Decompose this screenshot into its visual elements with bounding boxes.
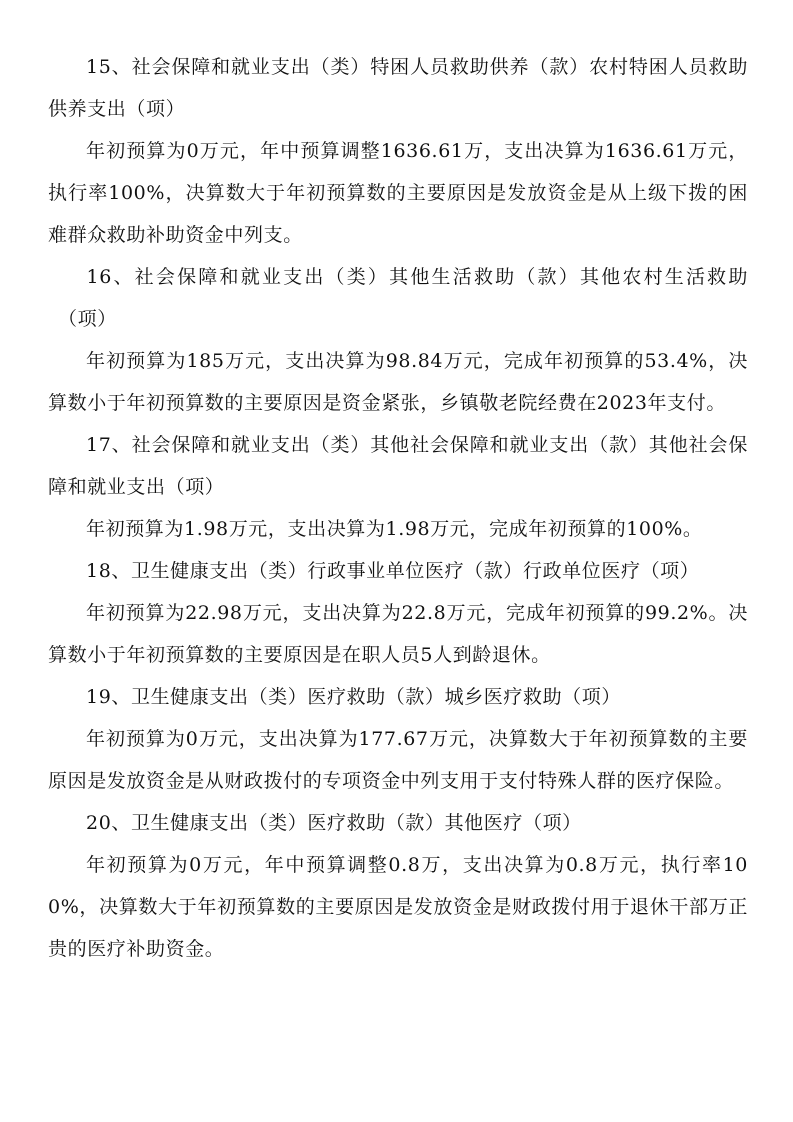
section-20-body: 年初预算为0万元，年中预算调整0.8万，支出决算为0.8万元，执行率100%，决算数大于年初预算数的主要原因是发放资金是财政拨付用于退休干部万正贵的医疗补助资金。	[48, 854, 748, 960]
section-18-body: 年初预算为22.98万元，支出决算为22.8万元，完成年初预算的99.2%。决算数小于年初预算数的主要原因是在职人员5人到龄退休。	[48, 602, 748, 666]
section-17-heading: 17、社会保障和就业支出（类）其他社会保障和就业支出（款）其他社会保障和就业支出（项）	[48, 434, 748, 498]
section-18-heading: 18、卫生健康支出（类）行政事业单位医疗（款）行政单位医疗（项）	[86, 560, 700, 582]
section-20-heading: 20、卫生健康支出（类）医疗救助（款）其他医疗（项）	[86, 812, 582, 834]
section-17-body: 年初预算为1.98万元，支出决算为1.98万元，完成年初预算的100%。	[86, 518, 703, 540]
section-19-heading: 19、卫生健康支出（类）医疗救助（款）城乡医疗救助（项）	[86, 686, 621, 708]
section-16-body: 年初预算为185万元，支出决算为98.84万元，完成年初预算的53.4%，决算数小于年初预算数的主要原因是资金紧张，乡镇敬老院经费在2023年支付。	[48, 350, 748, 414]
section-19-body: 年初预算为0万元，支出决算为177.67万元，决算数大于年初预算数的主要原因是发放资金是从财政拨付的专项资金中列支用于支付特殊人群的医疗保险。	[48, 728, 748, 792]
section-15-body: 年初预算为0万元，年中预算调整1636.61万，支出决算为1636.61万元，执行率100%，决算数大于年初预算数的主要原因是发放资金是从上级下拨的困难群众救助补助资金中列支。	[48, 140, 748, 246]
section-16-heading: 16、社会保障和就业支出（类）其他生活救助（款）其他农村生活救助（项）	[58, 266, 748, 330]
document-content	[48, 46, 748, 970]
section-15-heading: 15、社会保障和就业支出（类）特困人员救助供养（款）农村特困人员救助供养支出（项）	[48, 56, 748, 120]
